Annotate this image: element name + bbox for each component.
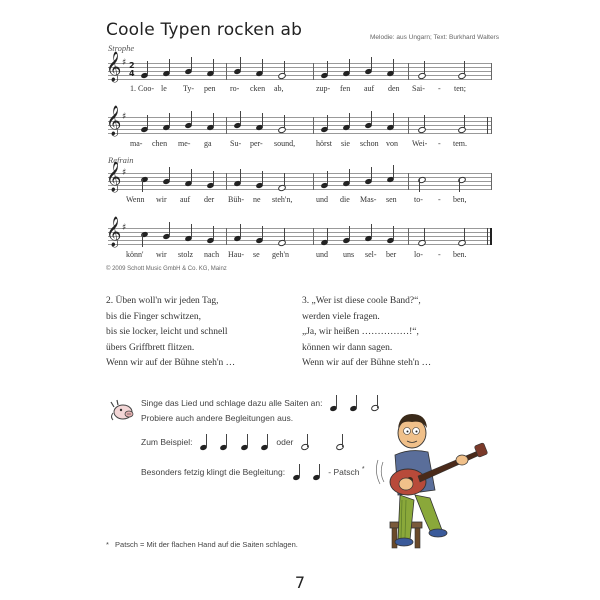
boy-playing-guitar-illustration bbox=[370, 400, 490, 550]
quarter-note-icon bbox=[313, 464, 321, 480]
lyrics-line-3: Wenn wir auf der Büh- ne steh'n, und die Mas- sen to- - ben, bbox=[126, 195, 467, 204]
key-signature-sharp-icon: ♯ bbox=[122, 223, 127, 233]
copyright-notice: © 2009 Schott Music GmbH & Co. KG, Mainz bbox=[106, 266, 227, 272]
verse-line: 3. „Wer ist diese coole Band?“, bbox=[302, 296, 421, 306]
half-note-icon bbox=[301, 434, 309, 450]
special-accompaniment: Besonders fetzig klingt die Begleitung: - Patsch * bbox=[141, 462, 365, 478]
quarter-note-icon bbox=[220, 434, 228, 450]
quarter-note-icon bbox=[241, 434, 249, 450]
verse-2 bbox=[106, 294, 235, 372]
verse-line: Wenn wir auf der Bühne steh'n … bbox=[302, 358, 432, 368]
time-signature: 2 4 bbox=[129, 61, 135, 78]
lyrics-line-1: 1. Coo- le Ty- pen ro- cken ab, zup- fen auf den Sai- - ten; bbox=[130, 84, 466, 93]
quarter-note-icon bbox=[350, 395, 358, 411]
quarter-note-icon bbox=[200, 434, 208, 450]
key-signature-sharp-icon: ♯ bbox=[122, 58, 127, 68]
footnote bbox=[106, 540, 298, 549]
example-accompaniment: Zum Beispiel: oder bbox=[141, 434, 349, 450]
treble-clef-icon: 𝄞 bbox=[106, 106, 122, 136]
verse-line: bis die Finger schwitzen, bbox=[106, 311, 201, 322]
quarter-note-icon bbox=[293, 464, 301, 480]
half-note-icon bbox=[336, 434, 344, 450]
section-label-strophe: Strophe bbox=[108, 43, 135, 53]
lyrics-line-2: ma- chen me- ga Su- per- sound, hörst sie schon von Wei- - tem. bbox=[130, 139, 467, 148]
music-staff-2 bbox=[106, 106, 492, 136]
music-staff-3 bbox=[106, 162, 492, 192]
treble-clef-icon: 𝄞 bbox=[106, 52, 122, 82]
instruction-line-1: Singe das Lied und schlage dazu alle Saiten an: bbox=[141, 395, 384, 411]
quarter-note-icon bbox=[261, 434, 269, 450]
verse-line: können wir dann sagen. bbox=[302, 342, 393, 353]
footnote-marker: * bbox=[361, 466, 365, 473]
music-staff-1 bbox=[106, 52, 492, 82]
lyrics-line-4: könn' wir stolz nach Hau- se geh'n und uns sel- ber lo- - ben. bbox=[126, 250, 467, 259]
quarter-note-icon bbox=[330, 395, 338, 411]
section-label-refrain: Refrain bbox=[108, 155, 134, 165]
verse-line: Wenn wir auf der Bühne steh'n … bbox=[106, 358, 236, 368]
key-signature-sharp-icon: ♯ bbox=[122, 168, 127, 178]
treble-clef-icon: 𝄞 bbox=[106, 217, 122, 247]
treble-clef-icon: 𝄞 bbox=[106, 162, 122, 192]
key-signature-sharp-icon: ♯ bbox=[122, 112, 127, 122]
song-title: Coole Typen rocken ab bbox=[106, 20, 303, 40]
music-staff-4 bbox=[106, 217, 492, 247]
song-credit: Melodie: aus Ungarn; Text: Burkhard Walters bbox=[370, 34, 499, 41]
instruction-line-2: Probiere auch andere Begleitungen aus. bbox=[141, 413, 294, 423]
verse-line: werden viele fragen. bbox=[302, 311, 380, 322]
verse-line: „Ja, wir heißen ……………!“, bbox=[302, 327, 419, 337]
verse-line: übers Griffbrett flitzen. bbox=[106, 342, 195, 353]
page-number: 7 bbox=[294, 573, 306, 592]
footnote-marker: * bbox=[106, 540, 109, 549]
verse-line: 2. Üben woll'n wir jeden Tag, bbox=[106, 296, 219, 306]
cow-mascot-icon bbox=[108, 399, 138, 423]
verse-3 bbox=[302, 294, 431, 372]
verse-line: bis sie locker, leicht und schnell bbox=[106, 327, 228, 337]
footnote-text: Patsch = Mit der flachen Hand auf die Saiten schlagen. bbox=[115, 540, 298, 549]
